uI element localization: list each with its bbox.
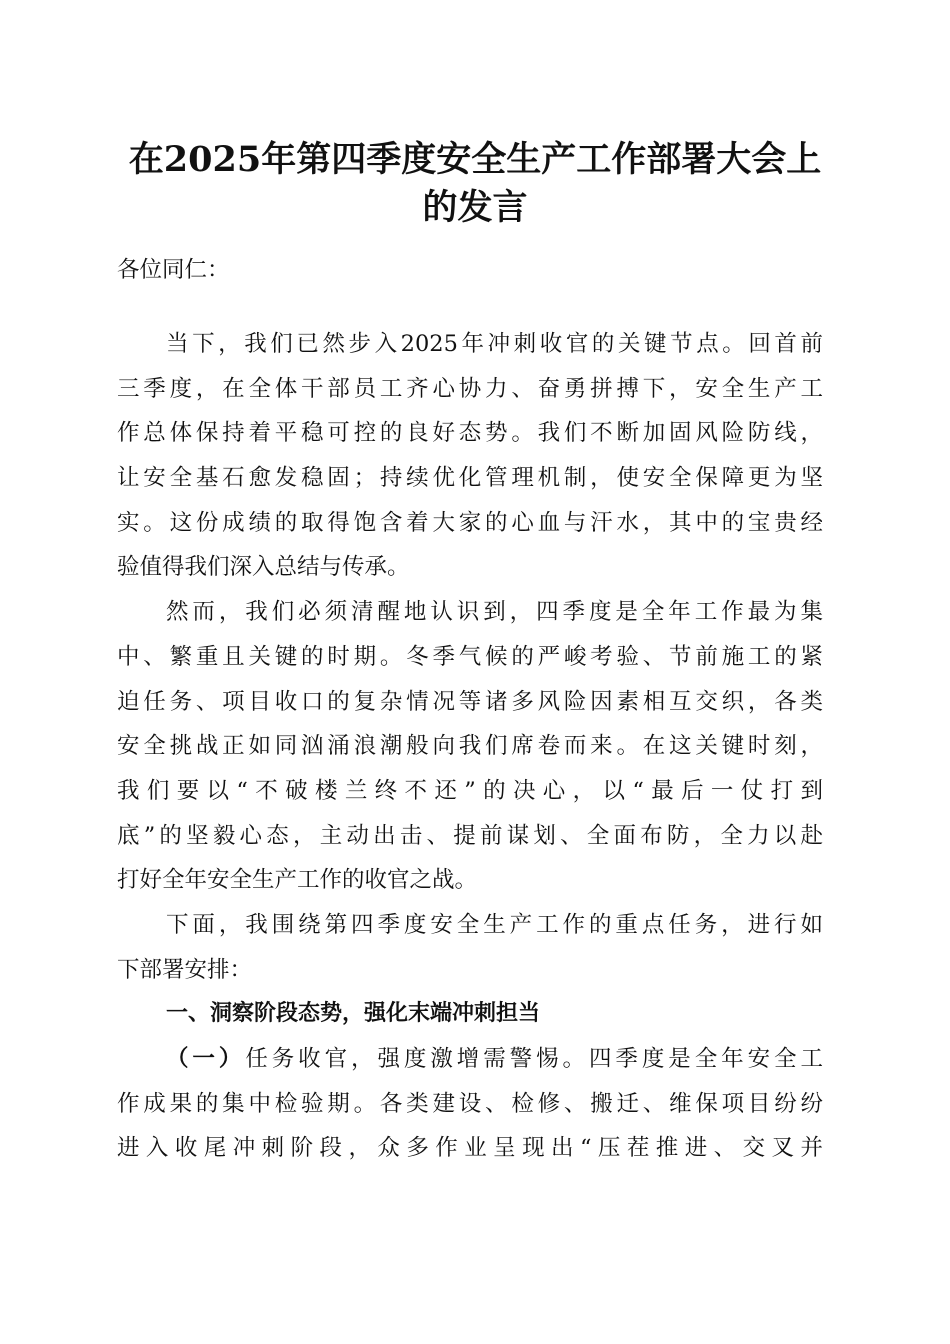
subsection-label: （一） (166, 1046, 246, 1072)
text-line: 下部署安排： (117, 956, 253, 983)
text-line: 三季度，在全体干部员工齐心协力、奋勇拼搏下，安全生产工 (117, 375, 823, 402)
text-line: 当下，我们已然步入2025年冲刺收官的关键节点。回首前 (166, 331, 823, 357)
text-line: 让安全基石愈发稳固；持续优化管理机制，使安全保障更为坚 (117, 465, 823, 492)
text-line: 一、洞察阶段态势，强化末端冲刺担当 (166, 1001, 541, 1027)
text-line: 中、繁重且关键的时期。冬季气候的严峻考验、节前施工的紧 (117, 643, 823, 670)
text-line: 各位同仁： (117, 257, 230, 283)
paragraph (117, 322, 823, 590)
paragraph (117, 590, 823, 903)
text-line: 下面，我围绕第四季度安全生产工作的重点任务，进行如 (166, 911, 823, 938)
salutation (117, 252, 823, 322)
text-line: 作成果的集中检验期。各类建设、检修、搬迁、维保项目纷纷 (117, 1090, 823, 1117)
text-line: 我们要以“不破楼兰终不还”的决心，以“最后一仗打到 (117, 777, 823, 804)
paragraph (117, 1037, 823, 1171)
text-line: 底”的坚毅心态，主动出击、提前谋划、全面布防，全力以赴 (117, 822, 823, 849)
text-line: 安全挑战正如同汹涌浪潮般向我们席卷而来。在这关键时刻， (117, 733, 823, 760)
text-line: 作总体保持着平稳可控的良好态势。我们不断加固风险防线， (117, 420, 823, 447)
text-line: 实。这份成绩的取得饱含着大家的心血与汗水，其中的宝贵经 (117, 509, 823, 536)
text-line: 然而，我们必须清醒地认识到，四季度是全年工作最为集 (166, 599, 823, 626)
text-line: 迫任务、项目收口的复杂情况等诸多风险因素相互交织，各类 (117, 688, 823, 715)
section-heading (117, 992, 823, 1037)
document-body (117, 252, 823, 1171)
paragraph (117, 903, 823, 992)
text-line: （一）任务收官，强度激增需警惕。四季度是全年安全工 (166, 1046, 823, 1072)
text-line: 进入收尾冲刺阶段，众多作业呈现出“压茬推进、交叉并 (117, 1135, 823, 1162)
document-title (110, 136, 840, 232)
text-line: 打好全年安全生产工作的收官之战。 (117, 867, 478, 894)
title-line-2: 的发言 (422, 187, 528, 228)
text-line: 验值得我们深入总结与传承。 (117, 554, 410, 581)
title-line-1: 在2025年第四季度安全生产工作部署大会上 (128, 139, 822, 180)
